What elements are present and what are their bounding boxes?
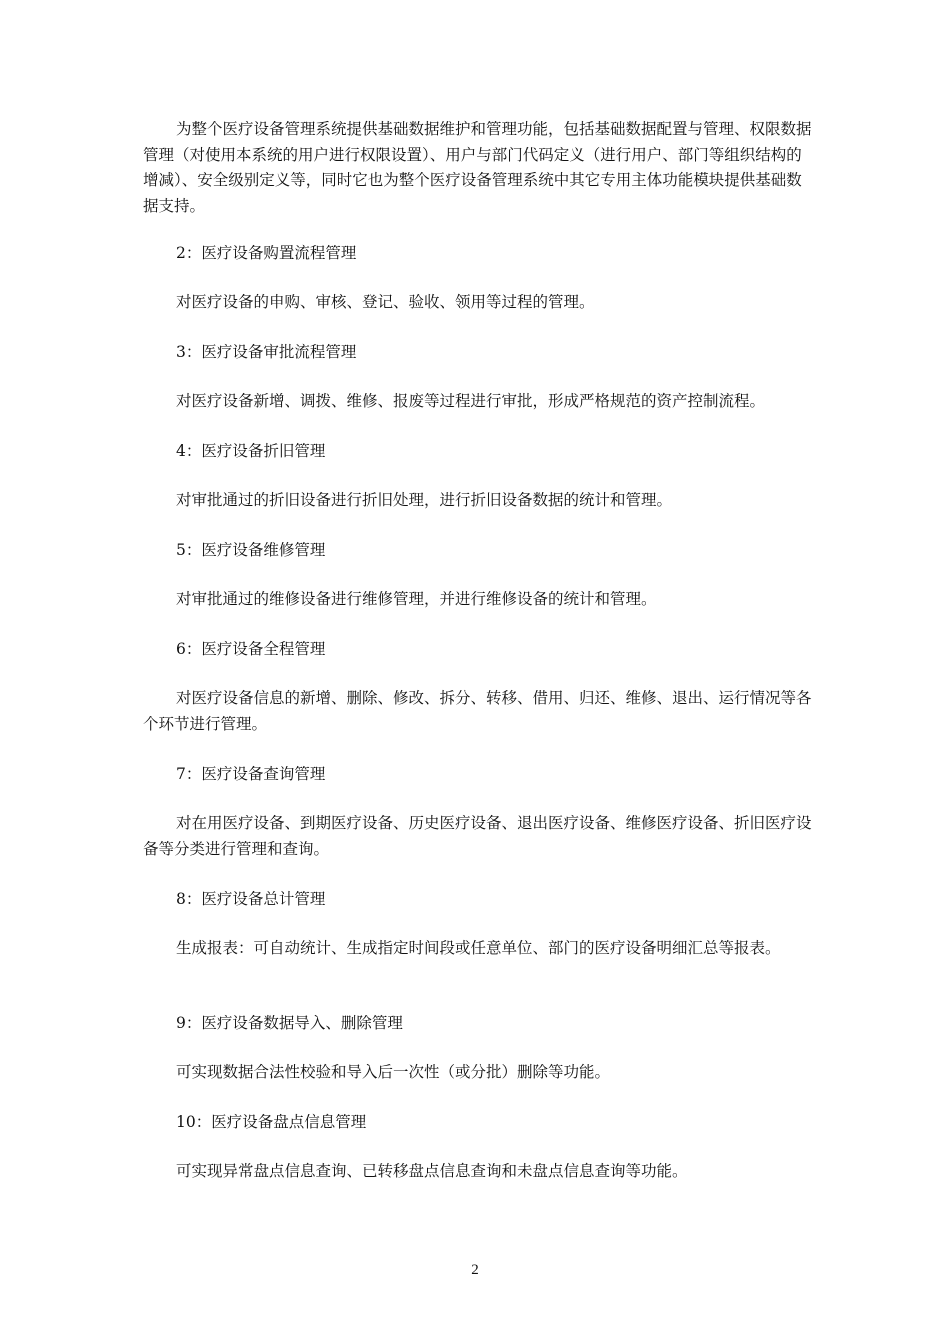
section-heading-3: 3：医疗设备审批流程管理 — [176, 343, 357, 361]
section-heading-5: 5：医疗设备维修管理 — [176, 541, 326, 559]
section-body-9: 可实现数据合法性校验和导入后一次性（或分批）删除等功能。 — [176, 1063, 611, 1081]
section-heading-4: 4：医疗设备折旧管理 — [176, 442, 326, 460]
section-heading-6: 6：医疗设备全程管理 — [176, 640, 326, 658]
section-body-3: 对医疗设备新增、调拨、维修、报废等过程进行审批，形成严格规范的资产控制流程。 — [176, 392, 766, 410]
section-heading-8: 8：医疗设备总计管理 — [176, 890, 326, 908]
section-heading-9: 9：医疗设备数据导入、删除管理 — [176, 1014, 403, 1032]
section-body-8: 生成报表：可自动统计、生成指定时间段或任意单位、部门的医疗设备明细汇总等报表。 — [176, 939, 781, 957]
section-body-2: 对医疗设备的申购、审核、登记、验收、领用等过程的管理。 — [176, 293, 595, 311]
section-body-4: 对审批通过的折旧设备进行折旧处理，进行折旧设备数据的统计和管理。 — [176, 491, 673, 509]
section-heading-10: 10：医疗设备盘点信息管理 — [176, 1113, 367, 1131]
intro-paragraph: 为整个医疗设备管理系统提供基础数据维护和管理功能，包括基础数据配置与管理、权限数据管理（对使用本系统的用户进行权限设置）、用户与部门代码定义（进行用户、部门等组织结构的增减）、安全级别定义等，同时它也为整个医疗设备管理系统中其它专用主体功能模块提供基础数据支持。 — [143, 120, 812, 215]
section-heading-2: 2：医疗设备购置流程管理 — [176, 244, 357, 262]
section-body-5: 对审批通过的维修设备进行维修管理，并进行维修设备的统计和管理。 — [176, 590, 657, 608]
section-body-6: 对医疗设备信息的新增、删除、修改、拆分、转移、借用、归还、维修、退出、运行情况等各个环节进行管理。 — [143, 689, 812, 733]
page-number: 2 — [471, 1262, 479, 1278]
section-heading-7: 7：医疗设备查询管理 — [176, 765, 326, 783]
section-body-7: 对在用医疗设备、到期医疗设备、历史医疗设备、退出医疗设备、维修医疗设备、折旧医疗设备等分类进行管理和查询。 — [143, 814, 812, 858]
section-body-10: 可实现异常盘点信息查询、已转移盘点信息查询和未盘点信息查询等功能。 — [176, 1162, 688, 1180]
